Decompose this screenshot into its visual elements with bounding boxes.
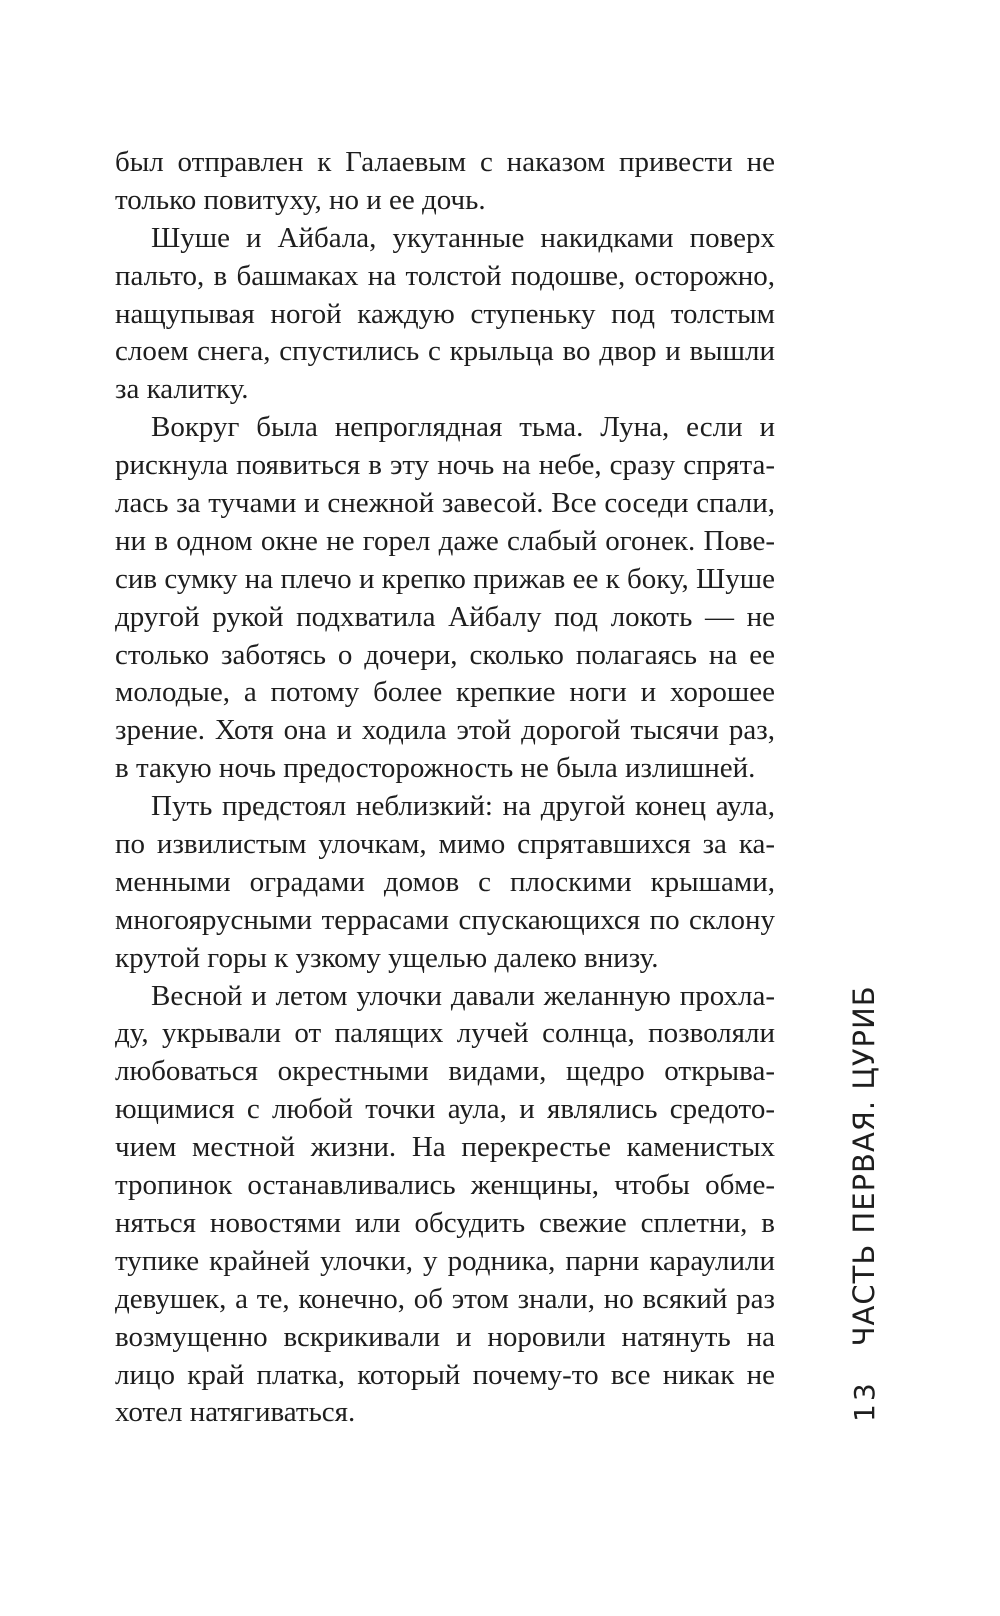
text-line: по извилистым улочкам, мимо спрятавшихся за ка- [115,828,775,861]
text-line: няться новостями или обсудить свежие сплетни, в [115,1206,775,1239]
text-line: хотел натягиваться. [115,1396,356,1429]
text-line: девушек, а те, конечно, об этом знали, но всякий раз [115,1282,775,1315]
text-line: слоем снега, спустились с крыльца во двор и вышли [115,335,775,368]
text-line: пальто, в башмаках на толстой подошве, осторожно, [115,259,775,292]
text-line: другой рукой подхватила Айбалу под локоть — не [115,600,775,633]
text-line: в такую ночь предосторожность не была излишней. [115,752,756,785]
text-line: рискнула появиться в эту ночь на небе, сразу спрята- [115,449,775,482]
text-line: крутой горы к узкому ущелью далеко внизу. [115,941,659,974]
text-line: ющимися с любой точки аула, и являлись средото- [115,1093,775,1126]
text-line: молодые, а потому более крепкие ноги и хорошее [115,676,775,709]
text-line: лицо край платка, который почему-то все никак не [115,1358,775,1391]
text-line: Вокруг была непроглядная тьма. Луна, если и [151,411,775,444]
text-line: многоярусными террасами спускающихся по склону [115,903,775,936]
text-line: возмущенно вскрикивали и норовили натянуть на [115,1320,775,1353]
paragraph [115,978,775,1433]
text-line: Путь предстоял неблизкий: на другой конец аула, [151,790,775,823]
text-line: тупике крайней улочки, у родника, парни караулили [115,1244,775,1277]
text-line: за калитку. [115,373,249,406]
text-line: ни в одном окне не горел даже слабый огонек. Пове- [115,524,775,557]
text-line: только повитуху, но и ее дочь. [115,183,486,216]
text-line: Весной и летом улочки давали желанную прохла- [151,979,775,1012]
paragraph [115,788,775,977]
paragraph [115,409,775,788]
text-line: зрение. Хотя она и ходила этой дорогой тысячи раз, [115,714,775,747]
running-header-text [848,985,881,1422]
text-line: Шуше и Айбала, укутанные накидками поверх [151,221,775,254]
section-title: ЧАСТЬ ПЕРВАЯ. ЦУРИБ [847,985,881,1347]
text-line: столько заботясь о дочери, сколько полагаясь на ее [115,638,775,671]
text-line: сив сумку на плечо и крепко прижав ее к боку, Шуше [115,562,775,595]
text-line: тропинок останавливались женщины, чтобы обме- [115,1169,775,1202]
text-line: нащупывая ногой каждую ступеньку под толстым [115,297,775,330]
page-number: 13 [848,1380,881,1422]
text-line: был отправлен к Галаевым с наказом привести не [115,146,775,178]
text-line: любоваться окрестными видами, щедро открыва- [115,1055,775,1088]
body-text [115,144,775,1432]
text-line: менными оградами домов с плоскими крышами, [115,865,775,898]
text-line: лась за тучами и снежной завесой. Все соседи спали, [115,487,775,520]
text-line: ду, укрывали от палящих лучей солнца, позволяли [115,1017,775,1050]
paragraph [115,220,775,409]
text-line: чием местной жизни. На перекрестье каменистых [115,1131,775,1164]
paragraph [115,144,775,220]
